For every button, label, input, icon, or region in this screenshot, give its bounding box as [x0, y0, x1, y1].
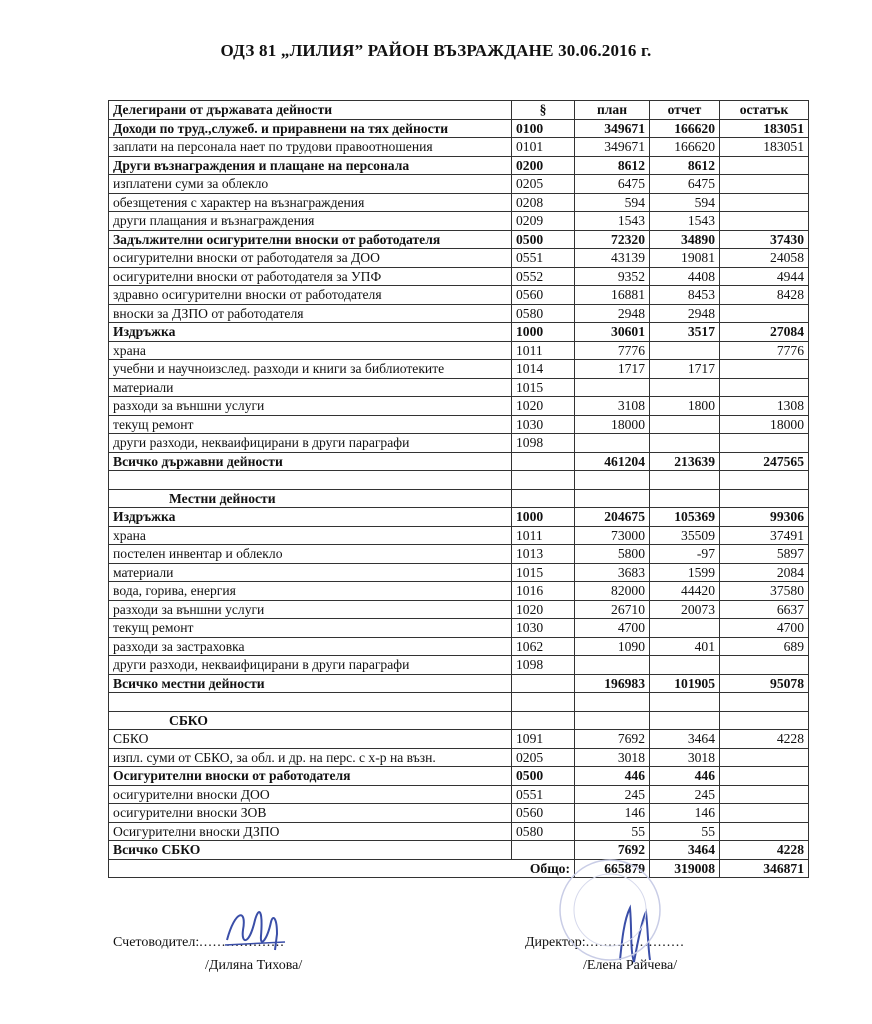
row-report	[650, 378, 720, 397]
row-rest	[720, 304, 809, 323]
row-rest: 4944	[720, 267, 809, 286]
row-report: -97	[650, 545, 720, 564]
row-paragraph: 0200	[512, 156, 575, 175]
row-name: материали	[109, 378, 512, 397]
row-plan: 3683	[575, 563, 650, 582]
row-name: изплатени суми за облекло	[109, 175, 512, 194]
row-rest: 37491	[720, 526, 809, 545]
row-rest: 24058	[720, 249, 809, 268]
table-row	[109, 323, 809, 342]
total-row	[109, 859, 809, 878]
table-row	[109, 785, 809, 804]
row-name: текущ ремонт	[109, 619, 512, 638]
row-name: заплати на персонала нает по трудови правоотношения	[109, 138, 512, 157]
row-rest: 99306	[720, 508, 809, 527]
row-name: Издръжка	[109, 508, 512, 527]
table-row	[109, 471, 809, 490]
row-report: 3018	[650, 748, 720, 767]
table-row	[109, 378, 809, 397]
row-rest	[720, 804, 809, 823]
row-rest	[720, 656, 809, 675]
row-rest	[720, 193, 809, 212]
row-paragraph: 1098	[512, 656, 575, 675]
row-report: 1599	[650, 563, 720, 582]
row-name: обезщетения с характер на възнаграждения	[109, 193, 512, 212]
row-name: Всичко държавни дейности	[109, 452, 512, 471]
document-title: ОДЗ 81 „ЛИЛИЯ” РАЙОН ВЪЗРАЖДАНЕ 30.06.2016 г.	[220, 41, 652, 60]
row-rest: 4700	[720, 619, 809, 638]
table-row	[109, 674, 809, 693]
table-row	[109, 212, 809, 231]
table-row	[109, 341, 809, 360]
row-name: вноски за ДЗПО от работодателя	[109, 304, 512, 323]
row-name: Всичко СБКО	[109, 841, 512, 860]
row-report: 20073	[650, 600, 720, 619]
table-row	[109, 508, 809, 527]
row-report: 245	[650, 785, 720, 804]
table-row	[109, 545, 809, 564]
row-name: храна	[109, 526, 512, 545]
row-rest	[720, 822, 809, 841]
row-paragraph: 0209	[512, 212, 575, 231]
row-plan: 245	[575, 785, 650, 804]
row-report: 44420	[650, 582, 720, 601]
row-plan: 4700	[575, 619, 650, 638]
row-rest	[720, 156, 809, 175]
row-report: 2948	[650, 304, 720, 323]
row-paragraph: 1030	[512, 619, 575, 638]
row-paragraph: 1020	[512, 397, 575, 416]
total-rest: 346871	[720, 859, 809, 878]
row-name: други разходи, некваифицирани в други параграфи	[109, 434, 512, 453]
row-report: 1800	[650, 397, 720, 416]
row-plan: 349671	[575, 119, 650, 138]
row-name: разходи за застраховка	[109, 637, 512, 656]
table-row	[109, 193, 809, 212]
row-name: текущ ремонт	[109, 415, 512, 434]
row-report: 55	[650, 822, 720, 841]
section-heading-row	[109, 489, 809, 508]
table-row	[109, 526, 809, 545]
table-row	[109, 434, 809, 453]
table-row	[109, 267, 809, 286]
row-rest: 27084	[720, 323, 809, 342]
table-header-row	[109, 101, 809, 120]
row-plan: 1543	[575, 212, 650, 231]
row-plan	[575, 711, 650, 730]
table-row	[109, 600, 809, 619]
row-name: Осигурителни вноски от работодателя	[109, 767, 512, 786]
row-name: разходи за външни услуги	[109, 600, 512, 619]
row-rest: 6637	[720, 600, 809, 619]
row-name: осигурителни вноски ЗОВ	[109, 804, 512, 823]
row-plan: 1717	[575, 360, 650, 379]
row-rest	[720, 785, 809, 804]
row-report: 34890	[650, 230, 720, 249]
row-name	[109, 693, 512, 712]
row-name	[109, 471, 512, 490]
row-rest: 1308	[720, 397, 809, 416]
row-paragraph: 1091	[512, 730, 575, 749]
table-row	[109, 230, 809, 249]
row-paragraph: 0101	[512, 138, 575, 157]
table-row	[109, 249, 809, 268]
row-report	[650, 693, 720, 712]
total-report: 319008	[650, 859, 720, 878]
table-row	[109, 415, 809, 434]
row-rest	[720, 378, 809, 397]
row-name: изпл. суми от СБКО, за обл. и др. на перс. с х-р на възн.	[109, 748, 512, 767]
row-rest	[720, 767, 809, 786]
row-report: 4408	[650, 267, 720, 286]
row-report: 1717	[650, 360, 720, 379]
row-plan: 1090	[575, 637, 650, 656]
row-plan: 7692	[575, 841, 650, 860]
row-report: 35509	[650, 526, 720, 545]
table-row	[109, 286, 809, 305]
row-report: 3464	[650, 841, 720, 860]
row-paragraph	[512, 489, 575, 508]
header-rest: остатък	[720, 101, 809, 120]
row-name: осигурителни вноски от работодателя за ДОО	[109, 249, 512, 268]
table-row	[109, 693, 809, 712]
row-paragraph: 1011	[512, 341, 575, 360]
row-report	[650, 471, 720, 490]
row-plan: 16881	[575, 286, 650, 305]
row-paragraph: 1015	[512, 563, 575, 582]
table-row	[109, 804, 809, 823]
table-row	[109, 822, 809, 841]
row-rest	[720, 471, 809, 490]
row-paragraph	[512, 711, 575, 730]
total-label: Общо:	[109, 859, 575, 878]
row-plan: 5800	[575, 545, 650, 564]
director-name: /Елена Райчева/	[583, 958, 678, 973]
row-paragraph: 0551	[512, 785, 575, 804]
table-row	[109, 637, 809, 656]
row-plan: 82000	[575, 582, 650, 601]
header-plan: план	[575, 101, 650, 120]
row-plan: 18000	[575, 415, 650, 434]
row-report: 166620	[650, 138, 720, 157]
row-rest: 95078	[720, 674, 809, 693]
table-row	[109, 767, 809, 786]
row-name: материали	[109, 563, 512, 582]
row-plan	[575, 656, 650, 675]
row-paragraph: 1014	[512, 360, 575, 379]
row-plan: 26710	[575, 600, 650, 619]
row-rest	[720, 489, 809, 508]
row-paragraph: 1062	[512, 637, 575, 656]
row-report	[650, 711, 720, 730]
stamp-seal	[555, 855, 665, 965]
row-plan: 7776	[575, 341, 650, 360]
row-report: 8612	[650, 156, 720, 175]
row-plan: 6475	[575, 175, 650, 194]
row-report	[650, 434, 720, 453]
row-plan	[575, 693, 650, 712]
row-paragraph: 0552	[512, 267, 575, 286]
table-row	[109, 841, 809, 860]
row-rest: 18000	[720, 415, 809, 434]
table-row	[109, 119, 809, 138]
row-paragraph: 0500	[512, 767, 575, 786]
row-rest: 2084	[720, 563, 809, 582]
row-name: СБКО	[109, 711, 512, 730]
section-heading-row	[109, 711, 809, 730]
director-dots: ......................	[585, 935, 685, 950]
row-report: 105369	[650, 508, 720, 527]
row-rest: 4228	[720, 730, 809, 749]
row-name: Всичко местни дейности	[109, 674, 512, 693]
row-report: 213639	[650, 452, 720, 471]
row-name: други плащания и възнаграждения	[109, 212, 512, 231]
row-paragraph: 0560	[512, 286, 575, 305]
table-row	[109, 748, 809, 767]
row-plan: 204675	[575, 508, 650, 527]
row-rest	[720, 711, 809, 730]
row-paragraph: 1015	[512, 378, 575, 397]
header-paragraph: §	[512, 101, 575, 120]
table-row	[109, 175, 809, 194]
row-rest	[720, 693, 809, 712]
row-rest: 8428	[720, 286, 809, 305]
total-plan: 665879	[575, 859, 650, 878]
row-plan	[575, 378, 650, 397]
row-plan: 73000	[575, 526, 650, 545]
row-rest: 247565	[720, 452, 809, 471]
row-paragraph	[512, 674, 575, 693]
budget-table	[108, 100, 809, 878]
row-plan: 196983	[575, 674, 650, 693]
row-paragraph: 0208	[512, 193, 575, 212]
row-plan: 7692	[575, 730, 650, 749]
row-plan: 461204	[575, 452, 650, 471]
row-name: Местни дейности	[109, 489, 512, 508]
row-plan	[575, 471, 650, 490]
row-name: учебни и научноизслед. разходи и книги за библиотеките	[109, 360, 512, 379]
header-name: Делегирани от държавата дейности	[109, 101, 512, 120]
row-paragraph: 1000	[512, 508, 575, 527]
table-row	[109, 360, 809, 379]
table-row	[109, 563, 809, 582]
row-report	[650, 341, 720, 360]
row-paragraph: 1016	[512, 582, 575, 601]
row-plan: 3108	[575, 397, 650, 416]
row-rest	[720, 748, 809, 767]
row-rest	[720, 434, 809, 453]
row-name: Други възнаграждения и плащане на персонала	[109, 156, 512, 175]
row-report	[650, 619, 720, 638]
row-name: други разходи, некваифицирани в други параграфи	[109, 656, 512, 675]
row-plan: 55	[575, 822, 650, 841]
row-report: 146	[650, 804, 720, 823]
row-paragraph: 1013	[512, 545, 575, 564]
row-plan: 2948	[575, 304, 650, 323]
table-row	[109, 582, 809, 601]
row-report: 401	[650, 637, 720, 656]
row-rest: 37580	[720, 582, 809, 601]
table-row	[109, 452, 809, 471]
table-row	[109, 730, 809, 749]
row-plan	[575, 489, 650, 508]
row-report: 3517	[650, 323, 720, 342]
row-paragraph	[512, 693, 575, 712]
row-paragraph: 0100	[512, 119, 575, 138]
row-paragraph	[512, 452, 575, 471]
row-plan: 9352	[575, 267, 650, 286]
row-report	[650, 489, 720, 508]
row-rest: 37430	[720, 230, 809, 249]
row-report: 1543	[650, 212, 720, 231]
row-name: Издръжка	[109, 323, 512, 342]
accountant-signature-scribble	[215, 900, 295, 960]
row-plan	[575, 434, 650, 453]
row-report: 6475	[650, 175, 720, 194]
row-name: разходи за външни услуги	[109, 397, 512, 416]
header-report: отчет	[650, 101, 720, 120]
row-name: СБКО	[109, 730, 512, 749]
accountant-label: Счетоводител:	[113, 935, 200, 950]
row-name: Осигурителни вноски ДЗПО	[109, 822, 512, 841]
row-paragraph: 1098	[512, 434, 575, 453]
row-plan: 8612	[575, 156, 650, 175]
table-row	[109, 656, 809, 675]
row-rest: 5897	[720, 545, 809, 564]
row-report: 19081	[650, 249, 720, 268]
row-report: 166620	[650, 119, 720, 138]
row-report	[650, 656, 720, 675]
row-rest: 689	[720, 637, 809, 656]
row-rest: 183051	[720, 138, 809, 157]
row-report: 3464	[650, 730, 720, 749]
table-row	[109, 397, 809, 416]
row-paragraph: 0580	[512, 822, 575, 841]
row-plan: 349671	[575, 138, 650, 157]
row-paragraph: 0551	[512, 249, 575, 268]
row-name: постелен инвентар и облекло	[109, 545, 512, 564]
row-name: здравно осигурителни вноски от работодателя	[109, 286, 512, 305]
row-plan: 3018	[575, 748, 650, 767]
table-row	[109, 138, 809, 157]
row-rest	[720, 360, 809, 379]
row-name: осигурителни вноски от работодателя за УПФ	[109, 267, 512, 286]
row-paragraph	[512, 471, 575, 490]
row-paragraph: 0580	[512, 304, 575, 323]
row-rest	[720, 175, 809, 194]
row-rest: 7776	[720, 341, 809, 360]
row-report: 446	[650, 767, 720, 786]
row-paragraph: 0205	[512, 175, 575, 194]
table-row	[109, 156, 809, 175]
row-paragraph: 1011	[512, 526, 575, 545]
row-rest: 183051	[720, 119, 809, 138]
row-paragraph: 1020	[512, 600, 575, 619]
row-plan: 446	[575, 767, 650, 786]
row-plan: 72320	[575, 230, 650, 249]
row-report	[650, 415, 720, 434]
accountant-name: /Диляна Тихова/	[205, 958, 303, 973]
row-paragraph: 1030	[512, 415, 575, 434]
row-plan: 30601	[575, 323, 650, 342]
row-plan: 43139	[575, 249, 650, 268]
row-report: 594	[650, 193, 720, 212]
row-name: Задължителни осигурителни вноски от работодателя	[109, 230, 512, 249]
row-name: Доходи по труд.,служеб. и приравнени на тях дейности	[109, 119, 512, 138]
row-name: храна	[109, 341, 512, 360]
row-paragraph: 0560	[512, 804, 575, 823]
row-plan: 146	[575, 804, 650, 823]
row-paragraph: 1000	[512, 323, 575, 342]
row-plan: 594	[575, 193, 650, 212]
row-name: осигурителни вноски ДОО	[109, 785, 512, 804]
accountant-dots: ...................	[199, 935, 285, 950]
row-paragraph: 0500	[512, 230, 575, 249]
row-rest: 4228	[720, 841, 809, 860]
row-report: 8453	[650, 286, 720, 305]
row-name: вода, горива, енергия	[109, 582, 512, 601]
row-paragraph: 0205	[512, 748, 575, 767]
table-row	[109, 619, 809, 638]
table-row	[109, 304, 809, 323]
director-label: Директор:	[525, 935, 586, 950]
row-report: 101905	[650, 674, 720, 693]
row-rest	[720, 212, 809, 231]
